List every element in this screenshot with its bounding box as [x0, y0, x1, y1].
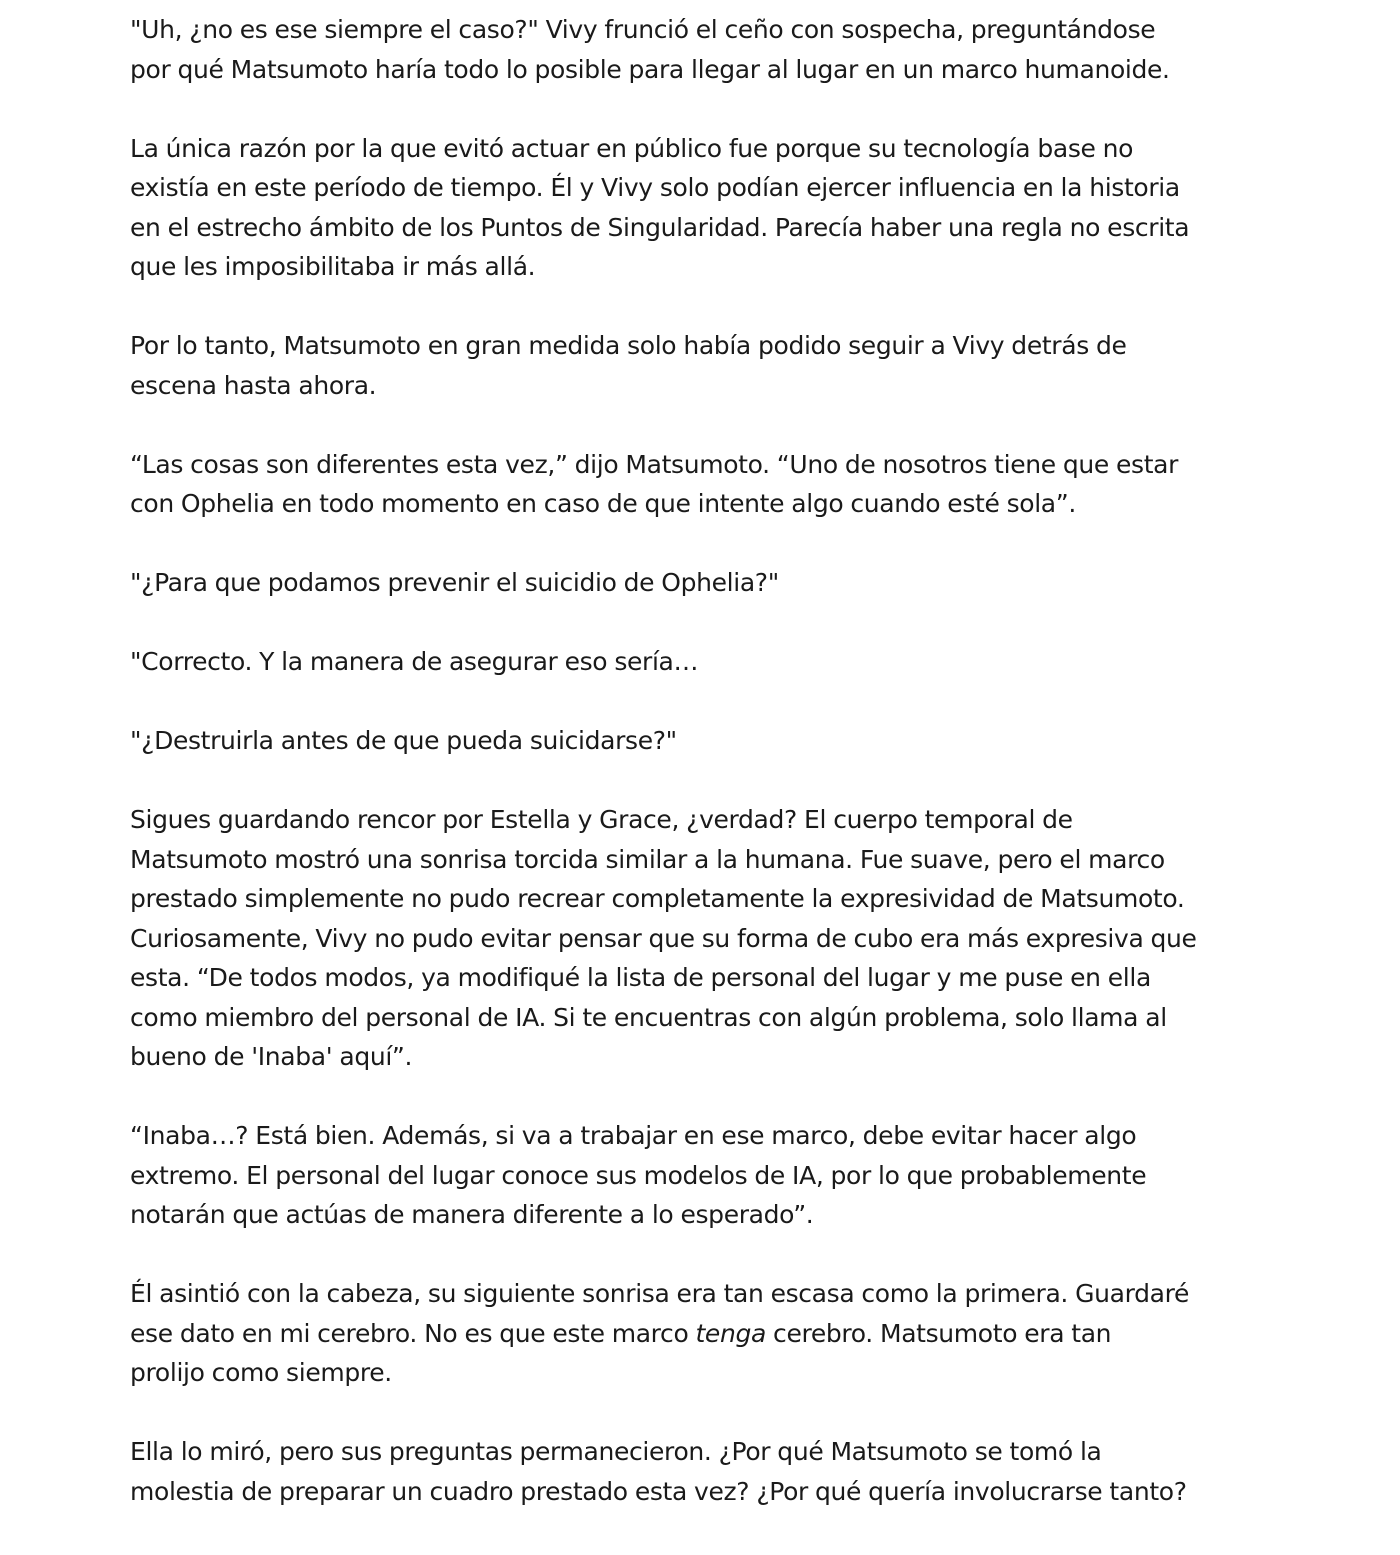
text-line: "¿Para que podamos prevenir el suicidio de Ophelia?" [130, 568, 779, 597]
text-segment: cerebro. Matsumoto era tan [765, 1318, 1112, 1348]
text-line: "Uh, ¿no es ese siempre el caso?" Vivy frunció el ceño con sospecha, preguntándose [130, 15, 1156, 44]
text-line: que les imposibilitaba ir más allá. [130, 252, 536, 281]
paragraph-10 [130, 1274, 1280, 1393]
paragraph-8 [130, 800, 1280, 1077]
text-line: como miembro del personal de IA. Si te encuentras con algún problema, solo llama al [130, 1002, 1167, 1032]
text-line: La única razón por la que evitó actuar en público fue porque su tecnología base no [130, 133, 1134, 163]
paragraph-2 [130, 129, 1280, 287]
text-segment: ese dato en mi cerebro. No es que este marco [130, 1318, 696, 1348]
text-line: Matsumoto mostró una sonrisa torcida similar a la humana. Fue suave, pero el marco [130, 844, 1165, 874]
text-line: esta. “De todos modos, ya modifiqué la lista de personal del lugar y me puse en ella [130, 963, 1151, 992]
text-line: por qué Matsumoto haría todo lo posible para llegar al lugar en un marco humanoide. [130, 54, 1170, 84]
paragraph-7 [130, 721, 1280, 761]
text-line: escena hasta ahora. [130, 370, 377, 400]
text-line: Él asintió con la cabeza, su siguiente sonrisa era tan escasa como la primera. Guardaré [130, 1279, 1189, 1308]
text-line: bueno de 'Inaba' aquí”. [130, 1042, 413, 1071]
paragraph-3 [130, 326, 1280, 405]
paragraph-9 [130, 1116, 1280, 1235]
text-line: Por lo tanto, Matsumoto en gran medida solo había podido seguir a Vivy detrás de [130, 331, 1127, 360]
text-line: existía en este período de tiempo. Él y Vivy solo podían ejercer influencia en la historia [130, 173, 1180, 202]
text-line: “Inaba…? Está bien. Además, si va a trabajar en ese marco, debe evitar hacer algo [130, 1121, 1137, 1150]
paragraph-6 [130, 642, 1280, 682]
text-line: prolijo como siempre. [130, 1358, 392, 1387]
text-line: Sigues guardando rencor por Estella y Grace, ¿verdad? El cuerpo temporal de [130, 805, 1073, 834]
text-line: prestado simplemente no pudo recrear completamente la expresividad de Matsumoto. [130, 884, 1185, 913]
paragraph-4 [130, 445, 1280, 524]
text-line: extremo. El personal del lugar conoce sus modelos de IA, por lo que probablemente [130, 1160, 1147, 1190]
text-line: con Ophelia en todo momento en caso de que intente algo cuando esté sola”. [130, 489, 1076, 518]
text-line: "Correcto. Y la manera de asegurar eso sería… [130, 647, 699, 676]
paragraph-5 [130, 563, 1280, 603]
text-line-mixed [130, 1314, 1280, 1354]
document-body [130, 10, 1280, 1551]
paragraph-1 [130, 10, 1280, 89]
text-line: en el estrecho ámbito de los Puntos de Singularidad. Parecía haber una regla no escrita [130, 212, 1190, 242]
paragraph-11 [130, 1432, 1280, 1511]
text-line: notarán que actúas de manera diferente a lo esperado”. [130, 1200, 814, 1229]
text-line: "¿Destruirla antes de que pueda suicidarse?" [130, 726, 677, 755]
text-line: Curiosamente, Vivy no pudo evitar pensar que su forma de cubo era más expresiva que [130, 923, 1197, 953]
text-line: “Las cosas son diferentes esta vez,” dijo Matsumoto. “Uno de nosotros tiene que estar [130, 449, 1179, 479]
text-line: Ella lo miró, pero sus preguntas permanecieron. ¿Por qué Matsumoto se tomó la [130, 1437, 1102, 1466]
italic-word: tenga [695, 1318, 766, 1348]
text-line: molestia de preparar un cuadro prestado esta vez? ¿Por qué quería involucrarse tanto? [130, 1476, 1187, 1506]
